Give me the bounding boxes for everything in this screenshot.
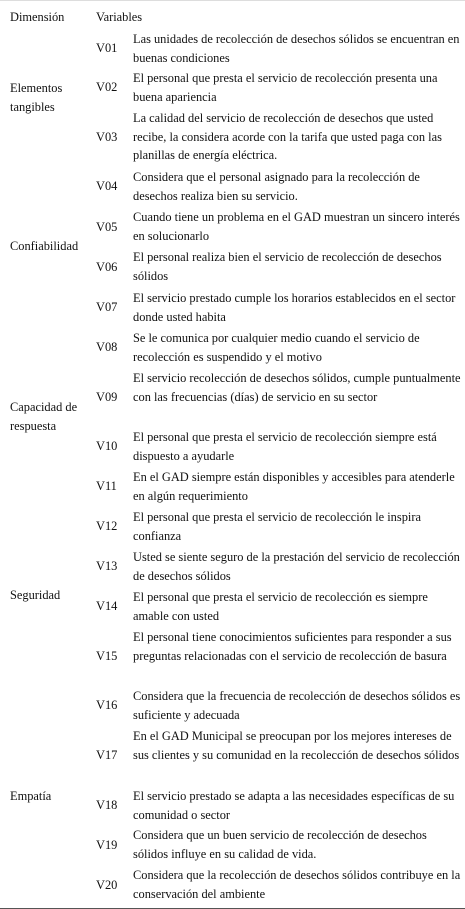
variable-text: Las unidades de recolección de desechos sólidos se encuentran en buenas condiciones	[133, 32, 460, 65]
variable-code: V18	[96, 798, 118, 812]
variable-text: En el GAD Municipal se preocupan por los mejores intereses de sus clientes y su comunidad en la recolección de desechos sólidos	[133, 729, 460, 762]
variable-text: Cuando tiene un problema en el GAD muestran un sincero interés en solucionarlo	[133, 210, 460, 243]
variable-text: El personal que presta el servicio de recolección le inspira confianza	[133, 510, 421, 543]
variable-text: Usted se siente seguro de la prestación del servicio de recolección de desechos sólidos	[133, 550, 460, 583]
variable-code: V06	[96, 260, 118, 274]
variable-code: V03	[96, 130, 118, 144]
variable-text: Considera que un buen servicio de recolección de desechos sólidos influye en su calidad de vida.	[133, 828, 427, 861]
dimension-confiabilidad: Confiabilidad	[10, 239, 79, 253]
header-dimension: Dimensión	[10, 10, 65, 24]
dimension-capacidad-respuesta: Capacidad de respuesta	[10, 400, 78, 433]
table-top-border	[0, 0, 465, 1]
variable-code: V15	[96, 649, 118, 663]
variable-text: Considera que el personal asignado para la recolección de desechos realiza bien su servicio.	[133, 170, 420, 203]
dimension-elementos-tangibles: Elementos tangibles	[10, 81, 63, 114]
variable-text: La calidad del servicio de recolección de desechos que usted recibe, la considera acorde con la tarifa que usted paga con las planillas de energía eléctrica.	[133, 111, 442, 163]
variable-code: V20	[96, 878, 118, 892]
variable-text: El personal tiene conocimientos suficientes para responder a sus preguntas relacionadas con el servicio de recolección de basura	[133, 630, 452, 663]
variable-code: V09	[96, 390, 118, 404]
variable-text: El servicio recolección de desechos sólidos, cumple puntualmente con las frecuencias (días) de servicio en su sector	[133, 371, 461, 404]
variable-code: V05	[96, 220, 118, 234]
variable-code: V17	[96, 748, 118, 762]
variable-code: V19	[96, 838, 118, 852]
variable-text: El servicio prestado cumple los horarios establecidos en el sector donde usted habita	[133, 291, 456, 324]
variable-code: V16	[96, 698, 118, 712]
dimension-seguridad: Seguridad	[10, 588, 61, 602]
variable-code: V02	[96, 80, 118, 94]
variable-text: El servicio prestado se adapta a las necesidades específicas de su comunidad o sector	[133, 789, 455, 822]
variable-text: El personal realiza bien el servicio de recolección de desechos sólidos	[133, 250, 442, 283]
variable-text: El personal que presta el servicio de recolección es siempre amable con usted	[133, 590, 428, 623]
variable-text: El personal que presta el servicio de recolección presenta una buena apariencia	[133, 71, 438, 104]
variable-text: Considera que la recolección de desechos sólidos contribuye en la conservación del ambiente	[133, 868, 461, 901]
variable-code: V04	[96, 179, 118, 193]
variable-code: V11	[96, 479, 117, 493]
variable-code: V13	[96, 559, 118, 573]
header-variables: Variables	[96, 10, 143, 24]
variable-code: V08	[96, 340, 118, 354]
variable-text: Considera que la frecuencia de recolección de desechos sólidos es suficiente y adecuada	[133, 689, 461, 722]
variable-code: V07	[96, 300, 118, 314]
variable-code: V10	[96, 439, 118, 453]
variable-code: V01	[96, 41, 118, 55]
variable-code: V12	[96, 519, 118, 533]
variable-text: El personal que presta el servicio de recolección siempre está dispuesto a ayudarle	[133, 430, 437, 463]
variable-text: Se le comunica por cualquier medio cuando el servicio de recolección es suspendido y el motivo	[133, 331, 420, 364]
variable-code: V14	[96, 599, 118, 613]
dimension-empatia: Empatía	[10, 789, 52, 803]
variable-text: En el GAD siempre están disponibles y accesibles para atenderle en algún requerimiento	[133, 470, 455, 503]
